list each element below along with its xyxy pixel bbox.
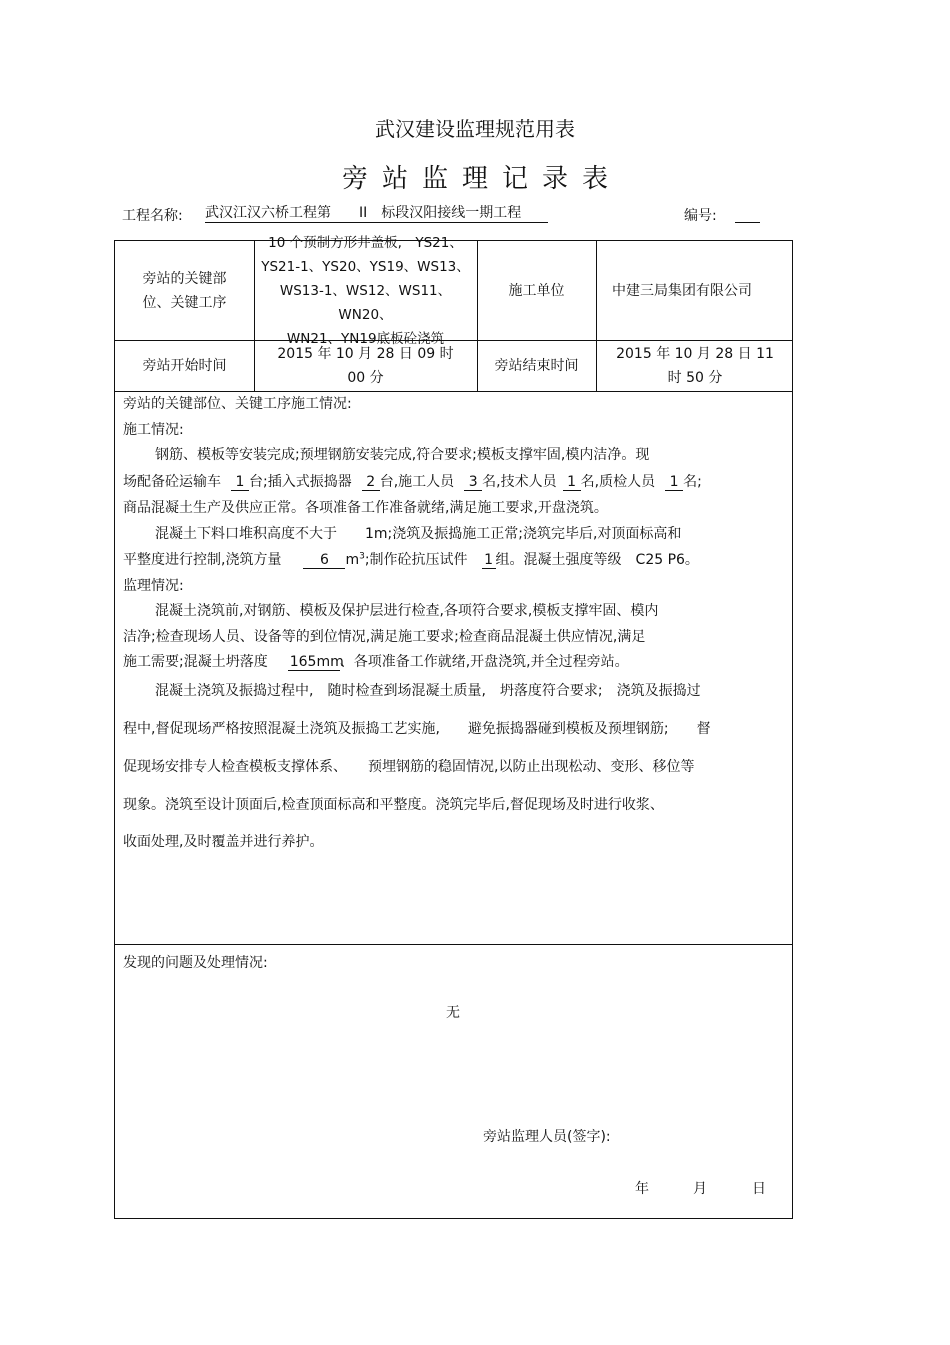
text-fragment: 台,施工人员 [379, 474, 455, 490]
sample-count: 1 [482, 552, 496, 569]
text-fragment: 台;插入式振捣器 [249, 474, 352, 490]
key-label-line: 旁站的关键部 [142, 270, 227, 287]
volume-unit-exponent: 3 [359, 551, 365, 562]
start-time-label: 旁站开始时间 [142, 357, 227, 374]
key-value-line: WN21、YN19底板砼浇筑 [286, 330, 445, 347]
qc-count: 1 [665, 474, 683, 491]
construction-unit-label: 施工单位 [508, 282, 565, 299]
supervision-heading: 监理情况: [123, 578, 184, 594]
record-title: 旁站监理记录表 [341, 164, 622, 194]
tech-count: 1 [563, 474, 581, 491]
number-blank [735, 222, 760, 223]
slump-value: 165mm [289, 654, 344, 670]
form-title: 武汉建设监理规范用表 [375, 117, 575, 141]
end-time-label: 旁站结束时间 [494, 357, 579, 374]
key-value-line: YS21-1、YS20、YS19、WS13、 [261, 258, 470, 275]
supervision-text: 程中,督促现场严格按照混凝土浇筑及振捣工艺实施, 避免振捣器碰到模板及预埋钢筋; 督 [123, 721, 711, 737]
key-label-line: 位、关键工序 [142, 294, 227, 311]
pour-volume: 6 [303, 552, 345, 569]
key-process-value [254, 234, 477, 347]
worker-count: 3 [464, 474, 482, 491]
record-table [114, 234, 793, 1219]
text-fragment: 名,质检人员 [580, 474, 656, 490]
construction-unit-value: 中建三局集团有限公司 [612, 282, 752, 299]
construction-text: 商品混凝土生产及供应正常。各项准备工作准备就绪,满足施工要求,开盘浇筑。 [123, 500, 608, 516]
construction-text-volume [123, 549, 699, 569]
supervision-text-slump [123, 651, 629, 671]
text-fragment: 施工需要;混凝土坍落度 [123, 654, 268, 670]
end-time-line: 时 50 分 [667, 369, 723, 386]
vibrator-count: 2 [362, 474, 380, 491]
text-fragment: ;制作砼抗压试件 [364, 552, 468, 568]
date-day: 日 [752, 1181, 766, 1197]
supervision-text: 促现场安排专人检查模板支撑体系、 预埋钢筋的稳固情况,以防止出现松动、变形、移位等 [123, 759, 695, 775]
volume-unit: m [345, 552, 360, 568]
construction-text: 钢筋、模板等安装完成;预埋钢筋安装完成,符合要求;模板支撑牢固,模内洁净。现 [155, 447, 650, 463]
supervision-text: 洁净;检查现场人员、设备等的到位情况,满足施工要求;检查商品混凝土供应情况,满足 [123, 629, 646, 645]
text-fragment: 、各项准备工作就绪,开盘浇筑,并全过程旁站。 [339, 654, 629, 670]
text-fragment: 名,技术人员 [482, 474, 557, 490]
text-fragment: 组。混凝土强度等级 C25 P6。 [495, 552, 699, 568]
supervision-text: 收面处理,及时覆盖并进行养护。 [123, 834, 324, 850]
construction-heading: 施工情况: [123, 422, 184, 438]
supervision-text: 混凝土浇筑前,对钢筋、模板及保护层进行检查,各项符合要求,模板支撑牢固、模内 [155, 603, 659, 619]
supervision-text: 现象。浇筑至设计顶面后,检查顶面标高和平整度。浇筑完毕后,督促现场及时进行收浆、 [123, 797, 664, 813]
end-time-value [596, 340, 794, 391]
start-time-line: 00 分 [347, 369, 384, 386]
text-fragment: 平整度进行控制,浇筑方量 [123, 552, 282, 568]
construction-text: 混凝土下料口堆积高度不大于 1m;浇筑及振捣施工正常;浇筑完毕后,对顶面标高和 [155, 526, 682, 542]
project-label: 工程名称: [122, 208, 183, 224]
key-process-label [115, 241, 254, 340]
problems-content: 无 [446, 1005, 460, 1021]
truck-count: 1 [231, 474, 249, 491]
start-time-value [254, 340, 477, 391]
signature-label: 旁站监理人员(签字): [483, 1129, 611, 1145]
start-time-line: 2015 年 10 月 28 日 09 时 [277, 345, 454, 362]
row-divider [115, 944, 792, 945]
situation-heading: 旁站的关键部位、关键工序施工情况: [123, 396, 352, 412]
key-value-line: 10 个预制方形井盖板, YS21、 [268, 234, 463, 251]
text-fragment: 场配备砼运输车 [123, 474, 221, 490]
problems-heading: 发现的问题及处理情况: [123, 955, 268, 971]
key-value-line: WS13-1、WS12、WS11、WN20、 [279, 282, 452, 323]
text-fragment: 名; [683, 474, 702, 490]
end-time-line: 2015 年 10 月 28 日 11 [616, 345, 774, 362]
supervision-text: 混凝土浇筑及振捣过程中, 随时检查到场混凝土质量, 坍落度符合要求; 浇筑及振捣过 [155, 683, 701, 699]
row-divider [115, 391, 792, 392]
project-name: 武汉江汉六桥工程第 II 标段汉阳接线一期工程 [205, 205, 548, 223]
construction-text-resources [123, 471, 702, 491]
date-year: 年 [635, 1181, 649, 1197]
number-label: 编号: [684, 208, 717, 224]
date-month: 月 [693, 1181, 707, 1197]
